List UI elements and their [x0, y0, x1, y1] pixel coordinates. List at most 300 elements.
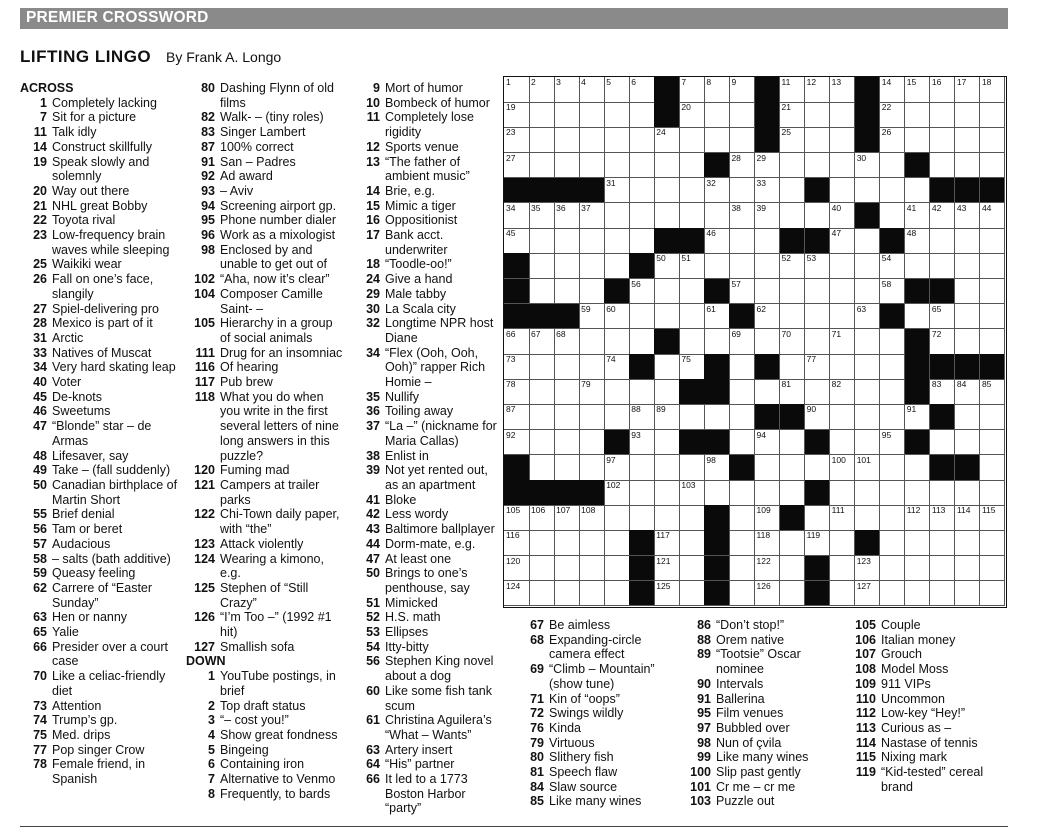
- grid-cell[interactable]: [579, 253, 605, 279]
- grid-cell[interactable]: [755, 304, 781, 330]
- grid-cell[interactable]: [830, 556, 856, 582]
- grid-cell[interactable]: [805, 455, 831, 481]
- grid-cell[interactable]: [604, 304, 630, 330]
- grid-cell[interactable]: [554, 153, 580, 179]
- grid-cell[interactable]: [679, 556, 705, 582]
- grid-cell[interactable]: [679, 480, 705, 506]
- grid-cell[interactable]: [830, 77, 856, 103]
- grid-cell[interactable]: [679, 404, 705, 430]
- grid-cell[interactable]: [955, 581, 981, 607]
- grid-cell[interactable]: [629, 153, 655, 179]
- grid-cell[interactable]: [980, 127, 1006, 153]
- grid-cell[interactable]: [529, 556, 555, 582]
- grid-cell[interactable]: [679, 279, 705, 305]
- grid-cell[interactable]: [504, 228, 530, 254]
- grid-cell[interactable]: [905, 581, 931, 607]
- grid-cell[interactable]: [830, 153, 856, 179]
- grid-cell[interactable]: [905, 178, 931, 204]
- grid-cell[interactable]: [604, 178, 630, 204]
- grid-cell[interactable]: [980, 304, 1006, 330]
- grid-cell[interactable]: [805, 253, 831, 279]
- grid-cell[interactable]: [704, 102, 730, 128]
- grid-cell[interactable]: [729, 178, 755, 204]
- grid-cell[interactable]: [855, 253, 881, 279]
- grid-cell[interactable]: [980, 480, 1006, 506]
- grid-cell[interactable]: [654, 404, 680, 430]
- grid-cell[interactable]: [704, 304, 730, 330]
- grid-cell[interactable]: [755, 505, 781, 531]
- grid-cell[interactable]: [755, 530, 781, 556]
- grid-cell[interactable]: [654, 153, 680, 179]
- grid-cell[interactable]: [679, 203, 705, 229]
- grid-cell[interactable]: [704, 77, 730, 103]
- grid-cell[interactable]: [830, 127, 856, 153]
- grid-cell[interactable]: [980, 556, 1006, 582]
- grid-cell[interactable]: [755, 379, 781, 405]
- grid-cell[interactable]: [579, 354, 605, 380]
- grid-cell[interactable]: [679, 455, 705, 481]
- grid-cell[interactable]: [604, 354, 630, 380]
- grid-cell[interactable]: [529, 153, 555, 179]
- grid-cell[interactable]: [604, 404, 630, 430]
- grid-cell[interactable]: [830, 279, 856, 305]
- grid-cell[interactable]: [905, 505, 931, 531]
- grid-cell[interactable]: [504, 127, 530, 153]
- grid-cell[interactable]: [579, 279, 605, 305]
- grid-cell[interactable]: [980, 203, 1006, 229]
- grid-cell[interactable]: [679, 102, 705, 128]
- grid-cell[interactable]: [704, 127, 730, 153]
- grid-cell[interactable]: [579, 203, 605, 229]
- grid-cell[interactable]: [880, 556, 906, 582]
- grid-cell[interactable]: [554, 354, 580, 380]
- grid-cell[interactable]: [579, 102, 605, 128]
- grid-cell[interactable]: [755, 178, 781, 204]
- grid-cell[interactable]: [905, 530, 931, 556]
- grid-cell[interactable]: [629, 178, 655, 204]
- grid-cell[interactable]: [629, 203, 655, 229]
- grid-cell[interactable]: [629, 430, 655, 456]
- grid-cell[interactable]: [930, 77, 956, 103]
- grid-cell[interactable]: [529, 203, 555, 229]
- grid-cell[interactable]: [729, 153, 755, 179]
- grid-cell[interactable]: [554, 102, 580, 128]
- grid-cell[interactable]: [504, 404, 530, 430]
- grid-cell[interactable]: [504, 505, 530, 531]
- grid-cell[interactable]: [654, 581, 680, 607]
- grid-cell[interactable]: [880, 455, 906, 481]
- grid-cell[interactable]: [880, 153, 906, 179]
- grid-cell[interactable]: [880, 329, 906, 355]
- grid-cell[interactable]: [880, 430, 906, 456]
- grid-cell[interactable]: [930, 480, 956, 506]
- grid-cell[interactable]: [855, 455, 881, 481]
- grid-cell[interactable]: [780, 127, 806, 153]
- grid-cell[interactable]: [780, 203, 806, 229]
- grid-cell[interactable]: [629, 455, 655, 481]
- grid-cell[interactable]: [930, 505, 956, 531]
- grid-cell[interactable]: [955, 404, 981, 430]
- grid-cell[interactable]: [780, 430, 806, 456]
- grid-cell[interactable]: [855, 304, 881, 330]
- grid-cell[interactable]: [604, 329, 630, 355]
- grid-cell[interactable]: [554, 430, 580, 456]
- grid-cell[interactable]: [604, 203, 630, 229]
- grid-cell[interactable]: [830, 102, 856, 128]
- grid-cell[interactable]: [830, 253, 856, 279]
- grid-cell[interactable]: [679, 530, 705, 556]
- grid-cell[interactable]: [980, 430, 1006, 456]
- grid-cell[interactable]: [880, 279, 906, 305]
- grid-cell[interactable]: [980, 581, 1006, 607]
- grid-cell[interactable]: [955, 203, 981, 229]
- grid-cell[interactable]: [729, 556, 755, 582]
- grid-cell[interactable]: [830, 203, 856, 229]
- grid-cell[interactable]: [855, 379, 881, 405]
- grid-cell[interactable]: [980, 279, 1006, 305]
- grid-cell[interactable]: [855, 329, 881, 355]
- grid-cell[interactable]: [554, 455, 580, 481]
- grid-cell[interactable]: [930, 430, 956, 456]
- grid-cell[interactable]: [780, 77, 806, 103]
- grid-cell[interactable]: [980, 505, 1006, 531]
- grid-cell[interactable]: [980, 77, 1006, 103]
- grid-cell[interactable]: [604, 228, 630, 254]
- grid-cell[interactable]: [980, 404, 1006, 430]
- grid-cell[interactable]: [980, 455, 1006, 481]
- grid-cell[interactable]: [629, 127, 655, 153]
- grid-cell[interactable]: [554, 581, 580, 607]
- grid-cell[interactable]: [905, 127, 931, 153]
- grid-cell[interactable]: [805, 379, 831, 405]
- grid-cell[interactable]: [905, 304, 931, 330]
- grid-cell[interactable]: [679, 127, 705, 153]
- grid-cell[interactable]: [980, 329, 1006, 355]
- grid-cell[interactable]: [554, 530, 580, 556]
- grid-cell[interactable]: [504, 379, 530, 405]
- grid-cell[interactable]: [579, 379, 605, 405]
- grid-cell[interactable]: [955, 505, 981, 531]
- grid-cell[interactable]: [529, 530, 555, 556]
- grid-cell[interactable]: [604, 581, 630, 607]
- grid-cell[interactable]: [679, 77, 705, 103]
- grid-cell[interactable]: [805, 304, 831, 330]
- grid-cell[interactable]: [654, 178, 680, 204]
- grid-cell[interactable]: [604, 77, 630, 103]
- grid-cell[interactable]: [529, 379, 555, 405]
- grid-cell[interactable]: [980, 379, 1006, 405]
- grid-cell[interactable]: [855, 178, 881, 204]
- grid-cell[interactable]: [930, 228, 956, 254]
- grid-cell[interactable]: [654, 253, 680, 279]
- grid-cell[interactable]: [604, 153, 630, 179]
- grid-cell[interactable]: [554, 505, 580, 531]
- grid-cell[interactable]: [880, 581, 906, 607]
- grid-cell[interactable]: [905, 228, 931, 254]
- grid-cell[interactable]: [980, 228, 1006, 254]
- grid-cell[interactable]: [780, 329, 806, 355]
- grid-cell[interactable]: [629, 228, 655, 254]
- grid-cell[interactable]: [679, 153, 705, 179]
- grid-cell[interactable]: [729, 379, 755, 405]
- grid-cell[interactable]: [529, 505, 555, 531]
- grid-cell[interactable]: [880, 102, 906, 128]
- grid-cell[interactable]: [880, 354, 906, 380]
- grid-cell[interactable]: [729, 354, 755, 380]
- grid-cell[interactable]: [729, 279, 755, 305]
- grid-cell[interactable]: [905, 203, 931, 229]
- grid-cell[interactable]: [805, 505, 831, 531]
- grid-cell[interactable]: [905, 556, 931, 582]
- grid-cell[interactable]: [805, 404, 831, 430]
- grid-cell[interactable]: [880, 530, 906, 556]
- grid-cell[interactable]: [780, 178, 806, 204]
- grid-cell[interactable]: [729, 530, 755, 556]
- grid-cell[interactable]: [980, 102, 1006, 128]
- grid-cell[interactable]: [755, 455, 781, 481]
- grid-cell[interactable]: [855, 430, 881, 456]
- grid-cell[interactable]: [504, 430, 530, 456]
- grid-cell[interactable]: [629, 77, 655, 103]
- grid-cell[interactable]: [729, 253, 755, 279]
- grid-cell[interactable]: [855, 404, 881, 430]
- grid-cell[interactable]: [880, 127, 906, 153]
- grid-cell[interactable]: [955, 530, 981, 556]
- grid-cell[interactable]: [504, 530, 530, 556]
- grid-cell[interactable]: [780, 304, 806, 330]
- grid-cell[interactable]: [504, 102, 530, 128]
- grid-cell[interactable]: [654, 279, 680, 305]
- grid-cell[interactable]: [604, 379, 630, 405]
- grid-cell[interactable]: [855, 153, 881, 179]
- grid-cell[interactable]: [529, 455, 555, 481]
- grid-cell[interactable]: [755, 480, 781, 506]
- grid-cell[interactable]: [780, 253, 806, 279]
- grid-cell[interactable]: [880, 178, 906, 204]
- grid-cell[interactable]: [830, 455, 856, 481]
- grid-cell[interactable]: [504, 329, 530, 355]
- grid-cell[interactable]: [729, 404, 755, 430]
- grid-cell[interactable]: [579, 228, 605, 254]
- grid-cell[interactable]: [654, 203, 680, 229]
- grid-cell[interactable]: [855, 581, 881, 607]
- grid-cell[interactable]: [780, 455, 806, 481]
- grid-cell[interactable]: [930, 203, 956, 229]
- grid-cell[interactable]: [780, 279, 806, 305]
- grid-cell[interactable]: [755, 228, 781, 254]
- grid-cell[interactable]: [880, 77, 906, 103]
- grid-cell[interactable]: [930, 304, 956, 330]
- grid-cell[interactable]: [654, 304, 680, 330]
- grid-cell[interactable]: [704, 329, 730, 355]
- grid-cell[interactable]: [729, 102, 755, 128]
- grid-cell[interactable]: [905, 404, 931, 430]
- grid-cell[interactable]: [780, 581, 806, 607]
- grid-cell[interactable]: [629, 279, 655, 305]
- grid-cell[interactable]: [654, 430, 680, 456]
- grid-cell[interactable]: [955, 102, 981, 128]
- grid-cell[interactable]: [579, 404, 605, 430]
- grid-cell[interactable]: [604, 102, 630, 128]
- grid-cell[interactable]: [529, 329, 555, 355]
- grid-cell[interactable]: [704, 253, 730, 279]
- grid-cell[interactable]: [830, 304, 856, 330]
- grid-cell[interactable]: [704, 404, 730, 430]
- grid-cell[interactable]: [830, 329, 856, 355]
- grid-cell[interactable]: [830, 581, 856, 607]
- grid-cell[interactable]: [830, 404, 856, 430]
- grid-cell[interactable]: [855, 556, 881, 582]
- grid-cell[interactable]: [529, 127, 555, 153]
- grid-cell[interactable]: [654, 455, 680, 481]
- grid-cell[interactable]: [955, 127, 981, 153]
- grid-cell[interactable]: [755, 253, 781, 279]
- grid-cell[interactable]: [830, 480, 856, 506]
- grid-cell[interactable]: [830, 228, 856, 254]
- grid-cell[interactable]: [529, 102, 555, 128]
- grid-cell[interactable]: [654, 480, 680, 506]
- grid-cell[interactable]: [629, 329, 655, 355]
- grid-cell[interactable]: [679, 329, 705, 355]
- grid-cell[interactable]: [704, 480, 730, 506]
- grid-cell[interactable]: [830, 354, 856, 380]
- grid-cell[interactable]: [629, 404, 655, 430]
- grid-cell[interactable]: [554, 77, 580, 103]
- grid-cell[interactable]: [930, 102, 956, 128]
- grid-cell[interactable]: [830, 178, 856, 204]
- grid-cell[interactable]: [830, 379, 856, 405]
- grid-cell[interactable]: [955, 77, 981, 103]
- grid-cell[interactable]: [529, 581, 555, 607]
- grid-cell[interactable]: [604, 530, 630, 556]
- grid-cell[interactable]: [629, 480, 655, 506]
- grid-cell[interactable]: [729, 228, 755, 254]
- grid-cell[interactable]: [579, 127, 605, 153]
- grid-cell[interactable]: [554, 404, 580, 430]
- grid-cell[interactable]: [704, 228, 730, 254]
- grid-cell[interactable]: [930, 329, 956, 355]
- grid-cell[interactable]: [930, 379, 956, 405]
- grid-cell[interactable]: [930, 581, 956, 607]
- grid-cell[interactable]: [980, 253, 1006, 279]
- grid-cell[interactable]: [579, 530, 605, 556]
- grid-cell[interactable]: [805, 153, 831, 179]
- grid-cell[interactable]: [755, 203, 781, 229]
- grid-cell[interactable]: [729, 127, 755, 153]
- grid-cell[interactable]: [529, 77, 555, 103]
- grid-cell[interactable]: [679, 354, 705, 380]
- grid-cell[interactable]: [805, 329, 831, 355]
- grid-cell[interactable]: [579, 581, 605, 607]
- grid-cell[interactable]: [805, 127, 831, 153]
- grid-cell[interactable]: [529, 228, 555, 254]
- grid-cell[interactable]: [780, 379, 806, 405]
- grid-cell[interactable]: [955, 279, 981, 305]
- grid-cell[interactable]: [805, 279, 831, 305]
- grid-cell[interactable]: [579, 455, 605, 481]
- grid-cell[interactable]: [729, 480, 755, 506]
- grid-cell[interactable]: [629, 102, 655, 128]
- grid-cell[interactable]: [855, 279, 881, 305]
- grid-cell[interactable]: [729, 505, 755, 531]
- grid-cell[interactable]: [880, 404, 906, 430]
- grid-cell[interactable]: [504, 77, 530, 103]
- grid-cell[interactable]: [679, 304, 705, 330]
- grid-cell[interactable]: [554, 127, 580, 153]
- grid-cell[interactable]: [579, 153, 605, 179]
- grid-cell[interactable]: [604, 127, 630, 153]
- grid-cell[interactable]: [554, 253, 580, 279]
- grid-cell[interactable]: [704, 203, 730, 229]
- grid-cell[interactable]: [604, 505, 630, 531]
- grid-cell[interactable]: [755, 581, 781, 607]
- grid-cell[interactable]: [554, 556, 580, 582]
- grid-cell[interactable]: [880, 253, 906, 279]
- grid-cell[interactable]: [780, 556, 806, 582]
- grid-cell[interactable]: [579, 77, 605, 103]
- grid-cell[interactable]: [529, 430, 555, 456]
- grid-cell[interactable]: [905, 480, 931, 506]
- grid-cell[interactable]: [755, 153, 781, 179]
- grid-cell[interactable]: [554, 203, 580, 229]
- grid-cell[interactable]: [830, 430, 856, 456]
- grid-cell[interactable]: [955, 556, 981, 582]
- grid-cell[interactable]: [955, 253, 981, 279]
- grid-cell[interactable]: [504, 581, 530, 607]
- grid-cell[interactable]: [604, 253, 630, 279]
- grid-cell[interactable]: [579, 304, 605, 330]
- grid-cell[interactable]: [980, 530, 1006, 556]
- grid-cell[interactable]: [805, 354, 831, 380]
- grid-cell[interactable]: [930, 153, 956, 179]
- grid-cell[interactable]: [679, 253, 705, 279]
- grid-cell[interactable]: [830, 505, 856, 531]
- grid-cell[interactable]: [729, 77, 755, 103]
- grid-cell[interactable]: [955, 304, 981, 330]
- grid-cell[interactable]: [930, 253, 956, 279]
- grid-cell[interactable]: [529, 253, 555, 279]
- grid-cell[interactable]: [504, 153, 530, 179]
- grid-cell[interactable]: [905, 102, 931, 128]
- grid-cell[interactable]: [629, 304, 655, 330]
- grid-cell[interactable]: [905, 77, 931, 103]
- grid-cell[interactable]: [654, 354, 680, 380]
- grid-cell[interactable]: [554, 329, 580, 355]
- grid-cell[interactable]: [805, 77, 831, 103]
- grid-cell[interactable]: [504, 354, 530, 380]
- grid-cell[interactable]: [855, 505, 881, 531]
- grid-cell[interactable]: [654, 556, 680, 582]
- grid-cell[interactable]: [704, 178, 730, 204]
- grid-cell[interactable]: [955, 480, 981, 506]
- grid-cell[interactable]: [654, 505, 680, 531]
- grid-cell[interactable]: [529, 354, 555, 380]
- grid-cell[interactable]: [654, 530, 680, 556]
- grid-cell[interactable]: [930, 556, 956, 582]
- grid-cell[interactable]: [729, 581, 755, 607]
- grid-cell[interactable]: [629, 505, 655, 531]
- grid-cell[interactable]: [780, 530, 806, 556]
- grid-cell[interactable]: [780, 102, 806, 128]
- grid-cell[interactable]: [780, 153, 806, 179]
- grid-cell[interactable]: [955, 228, 981, 254]
- grid-cell[interactable]: [529, 404, 555, 430]
- grid-cell[interactable]: [554, 228, 580, 254]
- grid-cell[interactable]: [980, 153, 1006, 179]
- grid-cell[interactable]: [905, 455, 931, 481]
- grid-cell[interactable]: [679, 178, 705, 204]
- grid-cell[interactable]: [579, 505, 605, 531]
